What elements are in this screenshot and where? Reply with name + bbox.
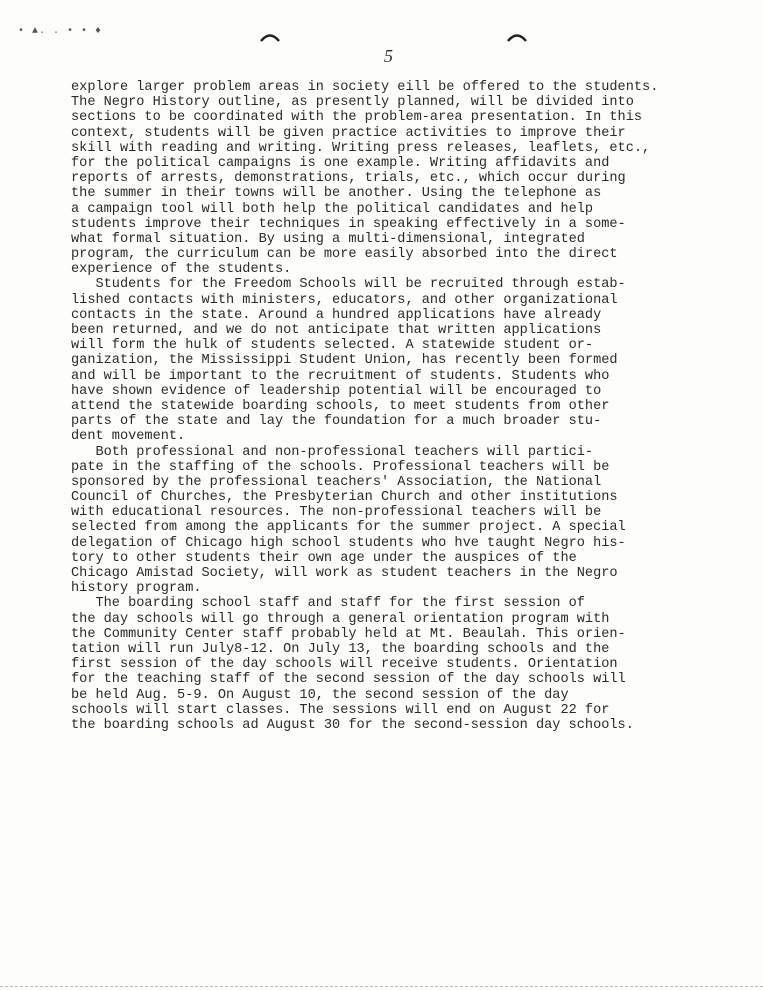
text-line: ganization, the Mississippi Student Union, has recently been formed	[71, 353, 618, 369]
text-line: Both professional and non-professional teachers will partici-	[71, 444, 594, 460]
text-line: experience of the students.	[71, 262, 292, 278]
text-line: The boarding school staff and staff for the first session of	[71, 596, 585, 612]
text-line: program, the curriculum can be more easily absorbed into the direct	[71, 247, 618, 263]
text-line: for the teaching staff of the second session of the day schools will	[71, 672, 626, 688]
text-line: for the political campaigns is one example. Writing affidavits and	[71, 155, 610, 171]
text-line: sponsored by the professional teachers' Association, the National	[71, 474, 602, 490]
text-line: and will be important to the recruitment of students. Students who	[71, 368, 610, 384]
text-line: pate in the staffing of the schools. Professional teachers will be	[71, 459, 610, 475]
text-line: first session of the day schools will receive students. Orientation	[71, 657, 618, 673]
text-line: context, students will be given practice activities to improve their	[71, 125, 626, 141]
text-line: the boarding schools ad August 30 for the second-session day schools.	[71, 717, 634, 733]
text-line: schools will start classes. The sessions will end on August 22 for	[71, 702, 610, 718]
text-line: tory to other students their own age under the auspices of the	[71, 550, 577, 566]
body-text	[71, 80, 761, 733]
text-line: delegation of Chicago high school students who hve taught Negro his-	[71, 535, 626, 551]
text-line: be held Aug. 5-9. On August 10, the second session of the day	[71, 687, 569, 703]
text-line: with educational resources. The non-professional teachers will be	[71, 505, 602, 521]
text-line: the day schools will go through a general orientation program with	[71, 611, 610, 627]
text-line: explore larger problem areas in society eill be offered to the students.	[71, 80, 659, 95]
corner-mark: • ▲. . • • ♦	[18, 26, 103, 37]
hole-punch-mark-left	[259, 30, 281, 42]
text-line: what formal situation. By using a multi-dimensional, integrated	[71, 231, 585, 247]
text-line: dent movement.	[71, 429, 186, 445]
text-line: tation will run July8-12. On July 13, the boarding schools and the	[71, 641, 610, 657]
text-line: Chicago Amistad Society, will work as student teachers in the Negro	[71, 566, 618, 581]
text-line: have shown evidence of leadership potential will be encouraged to	[71, 383, 602, 399]
text-line: students improve their techniques in speaking effectively in a some-	[71, 216, 626, 232]
text-line: attend the statewide boarding schools, to meet students from other	[71, 398, 610, 414]
text-line: Council of Churches, the Presbyterian Church and other institutions	[71, 490, 618, 506]
text-line: history program.	[71, 581, 202, 597]
text-line: contacts in the state. Around a hundred applications have already	[71, 307, 602, 323]
page-number: 5	[384, 46, 393, 66]
bottom-edge	[0, 986, 763, 987]
text-line: reports of arrests, demonstrations, trials, etc., which occur during	[71, 171, 626, 187]
text-line: the summer in their towns will be another. Using the telephone as	[71, 186, 602, 202]
text-line: a campaign tool will both help the political candidates and help	[71, 201, 594, 217]
text-line: Students for the Freedom Schools will be recruited through estab-	[71, 277, 626, 293]
text-line: been returned, and we do not anticipate that written applications	[71, 323, 602, 338]
text-line: skill with reading and writing. Writing press releases, leaflets, etc.,	[71, 140, 651, 156]
text-line: parts of the state and lay the foundation for a much broader stu-	[71, 414, 602, 430]
text-line: selected from among the applicants for the summer project. A special	[71, 520, 626, 536]
text-line: sections to be coordinated with the problem-area presentation. In this	[71, 110, 643, 126]
text-line: will form the hulk of students selected. A statewide student or-	[71, 338, 594, 354]
text-line: lished contacts with ministers, educators, and other organizational	[71, 292, 618, 308]
text-line: the Community Center staff probably held at Mt. Beaulah. This orien-	[71, 626, 626, 642]
hole-punch-mark-right	[506, 30, 528, 42]
text-line: The Negro History outline, as presently planned, will be divided into	[71, 95, 634, 111]
